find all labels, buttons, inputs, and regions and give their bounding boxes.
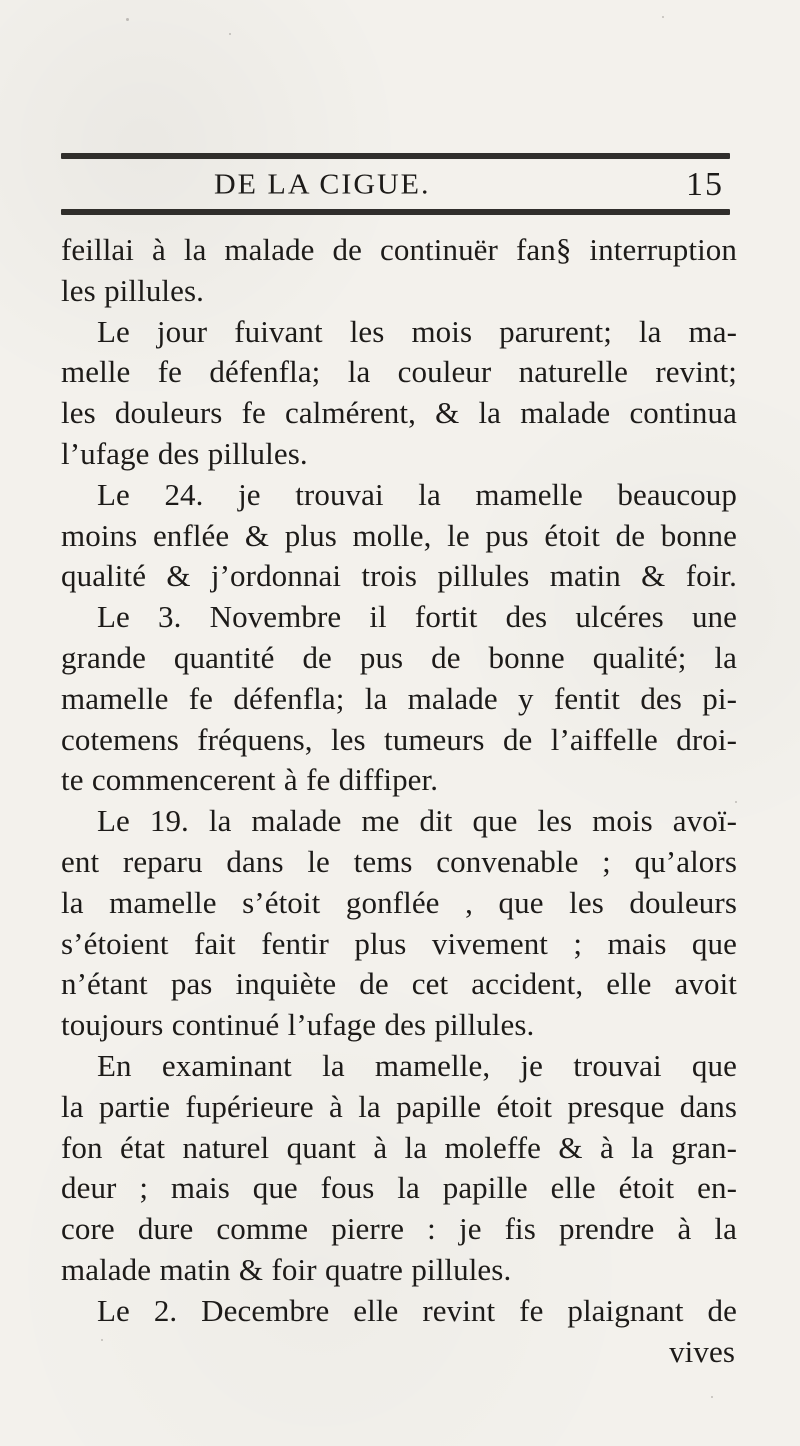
text-line: toujours continué l’ufage des pillules. xyxy=(61,1007,535,1043)
body-text xyxy=(61,230,737,1372)
text-line: la partie fupérieure à la papille étoit presque dans xyxy=(61,1088,737,1124)
text-line: malade matin & foir quatre pillules. xyxy=(61,1251,512,1287)
text-line: mamelle fe défenfla; la malade y fentit des pi- xyxy=(61,680,737,716)
text-line: te commencerent à fe diffiper. xyxy=(61,762,439,798)
paper-speck xyxy=(101,1339,103,1341)
text-line: feillai à la malade de continuër fan§ interruption xyxy=(61,232,737,267)
text-line: Le 2. Decembre elle revint fe plaignant de xyxy=(97,1292,737,1328)
text-line: deur ; mais que fous la papille elle étoit en- xyxy=(61,1170,737,1206)
running-head xyxy=(214,165,734,205)
text-line: core dure comme pierre : je fis prendre à la xyxy=(61,1211,737,1247)
paper-speck xyxy=(229,33,231,35)
catchword: vives xyxy=(669,1333,735,1369)
text-line: la mamelle s’étoit gonflée , que les douleurs xyxy=(61,884,737,920)
text-line: s’étoient fait fentir plus vivement ; mais que xyxy=(61,925,737,961)
paper-speck xyxy=(662,16,664,18)
text-line: cotemens fréquens, les tumeurs de l’aiffelle droi- xyxy=(61,721,737,757)
paper-speck xyxy=(705,374,707,376)
text-line: Le 3. Novembre il fortit des ulcéres une xyxy=(97,599,737,635)
text-line: les douleurs fe calmérent, & la malade continua xyxy=(61,395,737,431)
text-line: Le 24. je trouvai la mamelle beaucoup xyxy=(97,476,737,512)
running-title: DE LA CIGUE. xyxy=(214,168,431,201)
top-rule xyxy=(61,153,730,159)
page-number: 15 xyxy=(686,166,724,203)
text-line: melle fe défenfla; la couleur naturelle revint; xyxy=(61,354,737,390)
text-line: ent reparu dans le tems convenable ; qu’alors xyxy=(61,843,737,879)
paper-speck xyxy=(711,1396,713,1398)
text-line: En examinant la mamelle, je trouvai que xyxy=(97,1047,737,1083)
text-line: Le 19. la malade me dit que les mois avoï- xyxy=(97,803,737,839)
bottom-rule xyxy=(61,209,730,215)
text-line: fon état naturel quant à la moleffe & à la gran- xyxy=(61,1129,737,1165)
text-line: moins enflée & plus molle, le pus étoit de bonne xyxy=(61,517,737,553)
paper-speck xyxy=(126,18,129,21)
text-line: grande quantité de pus de bonne qualité; la xyxy=(61,639,737,675)
text-line: les pillules. xyxy=(61,272,205,308)
text-line: Le jour fuivant les mois parurent; la ma- xyxy=(97,313,737,349)
paper-speck xyxy=(735,801,737,803)
text-line: qualité & j’ordonnai trois pillules matin & foir. xyxy=(61,558,737,594)
text-line: l’ufage des pillules. xyxy=(61,435,308,471)
text-line: n’étant pas inquiète de cet accident, elle avoit xyxy=(61,966,737,1002)
